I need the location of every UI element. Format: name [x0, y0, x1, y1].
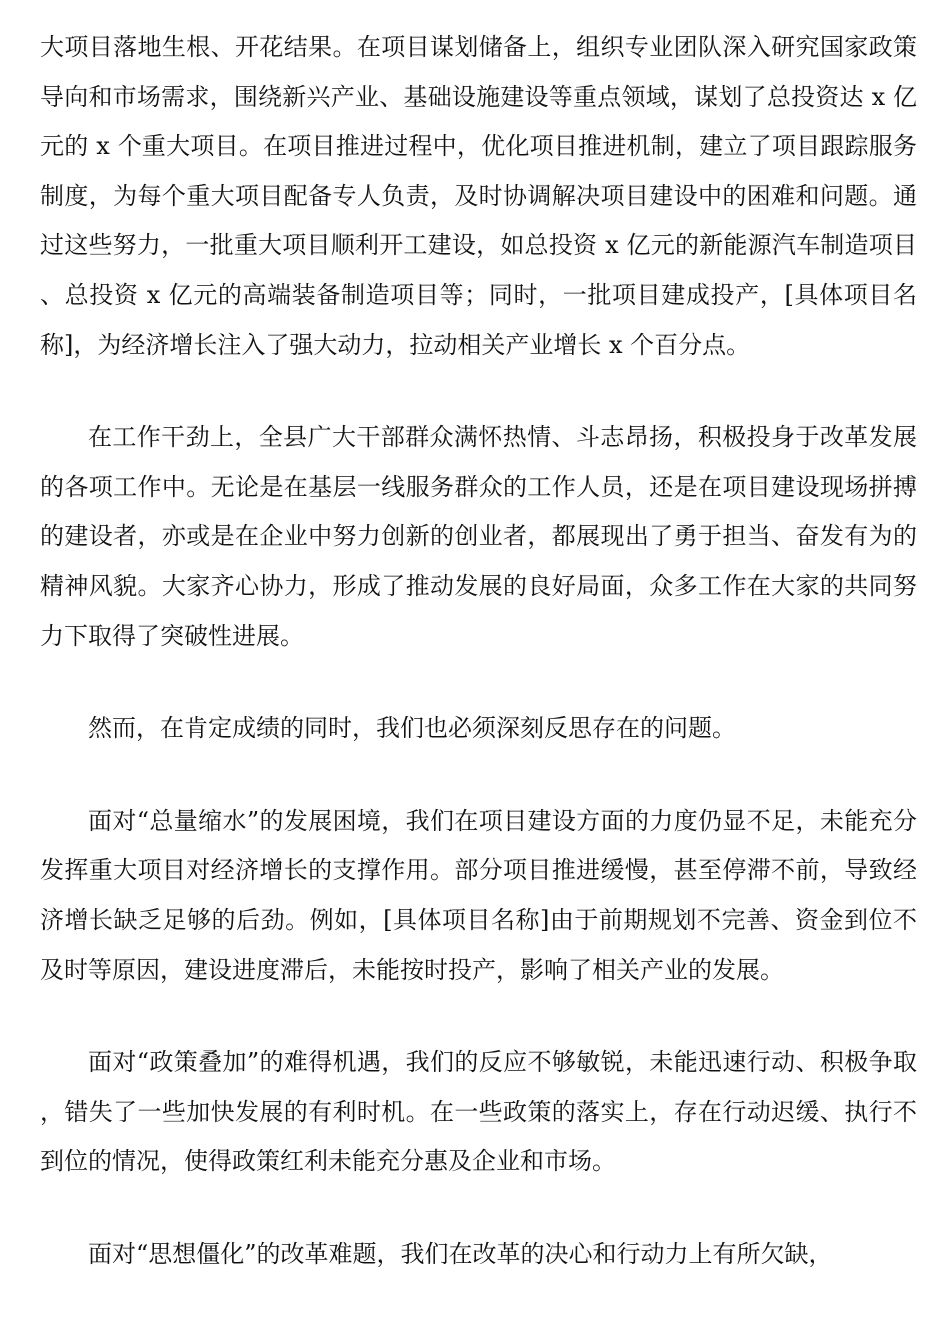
- document-page: [40, 23, 917, 1322]
- paragraph-total-shrinkage: 面对“总量缩水”的发展困境，我们在项目建设方面的力度仍显不足，未能充分发挥重大项目对经济增长的支撑作用。部分项目推进缓慢，甚至停滞不前，导致经济增长缺乏足够的后劲。例如，[具体项目名称]由于前期规划不完善、资金到位不及时等原因，建设进度滞后，未能按时投产，影响了相关产业的发展。: [40, 806, 917, 984]
- paragraph-work-enthusiasm: 在工作干劲上，全县广大干部群众满怀热情、斗志昂扬，积极投身于改革发展的各项工作中。无论是在基层一线服务群众的工作人员，还是在项目建设现场拼搏的建设者，亦或是在企业中努力创新的创业者，都展现出了勇于担当、奋发有为的精神风貌。大家齐心协力，形成了推动发展的良好局面，众多工作在大家的共同努力下取得了突破性进展。: [40, 423, 917, 650]
- paragraph-major-projects: 大项目落地生根、开花结果。在项目谋划储备上，组织专业团队深入研究国家政策导向和市场需求，围绕新兴产业、基础设施建设等重点领域，谋划了总投资达 x 亿元的 x 个重大项目。在项目推进过程中，优化项目推进机制，建立了项目跟踪服务制度，为每个重大项目配备专人负责，及时协调解决项目建设中的困难和问题。通过这些努力，一批重大项目顺利开工建设，如总投资 x 亿元的新能源汽车制造项目、总投资 x 亿元的高端装备制造项目等；同时，一批项目建成投产，[具体项目名称]，为经济增长注入了强大动力，拉动相关产业增长 x 个百分点。: [40, 33, 917, 359]
- paragraph-policy-opportunity: 面对“政策叠加”的难得机遇，我们的反应不够敏锐，未能迅速行动、积极争取，错失了一些加快发展的有利时机。在一些政策的落实上，存在行动迟缓、执行不到位的情况，使得政策红利未能充分惠及企业和市场。: [40, 1048, 917, 1176]
- paragraph-reflection: 然而，在肯定成绩的同时，我们也必须深刻反思存在的问题。: [88, 714, 736, 743]
- paragraph-reform-difficulty: 面对“思想僵化”的改革难题，我们在改革的决心和行动力上有所欠缺，: [88, 1239, 833, 1268]
